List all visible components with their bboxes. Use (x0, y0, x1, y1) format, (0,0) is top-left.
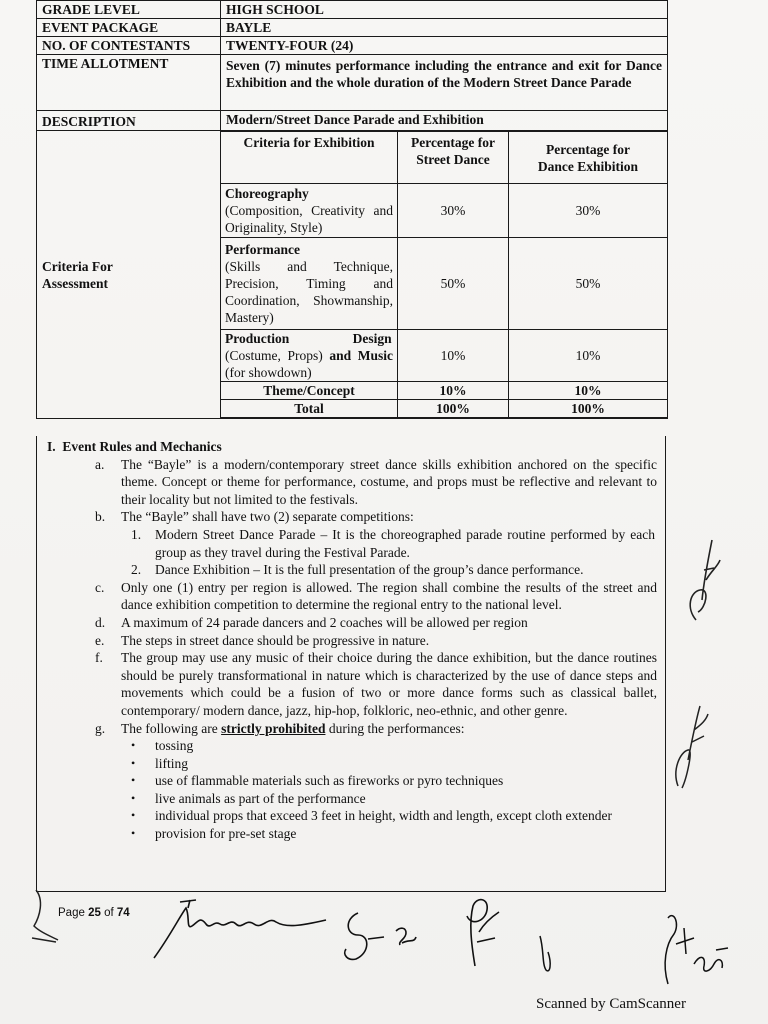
production-detail-text: (Costume, Props) (225, 348, 323, 363)
rule-item (37, 579, 665, 614)
rule-sub-item (37, 526, 665, 561)
criteria-table-cell (221, 131, 668, 419)
prohibited-item (37, 772, 665, 790)
criteria-row (221, 382, 668, 400)
bullet-icon: • (131, 755, 136, 770)
total-exhibition-pct: 100% (509, 400, 668, 418)
prohibited-item (37, 755, 665, 773)
event-package-value: BAYLE (221, 19, 668, 37)
bullet-icon: • (131, 738, 136, 753)
page-of: of (104, 907, 114, 919)
bullet-icon: • (131, 790, 136, 805)
grade-level-label: GRADE LEVEL (37, 1, 221, 19)
rule-sub-marker: 2. (131, 562, 142, 578)
page-prefix: Page (58, 907, 85, 919)
criteria-row (221, 184, 668, 238)
prohibited-text: lifting (155, 755, 188, 771)
grade-level-value: HIGH SCHOOL (221, 1, 668, 19)
rule-marker: g. (95, 720, 106, 736)
description-value: Modern/Street Dance Parade and Exhibition (221, 111, 668, 131)
rules-section (36, 436, 666, 892)
rules-heading-text: Event Rules and Mechanics (62, 439, 222, 454)
contestants-value: TWENTY-FOUR (24) (221, 37, 668, 55)
criteria-production-detail (225, 347, 393, 381)
rule-text-after: during the performances: (328, 720, 465, 736)
rule-text: The group may use any music of their choice during the dance exhibition, but the dance routines should be purely transformational in nature which is characterized by the use of dance steps and movements which could be a fusion of two or more dance forms such as classical ballet, contemporary/ modern dance, jazz, hip-hop, folkloric, neo-ethnic, and other genre. (121, 650, 657, 718)
production-detail-after: (for showdown) (225, 365, 312, 380)
rule-sub-item (37, 561, 665, 579)
criteria-theme-name: Theme/Concept (263, 383, 355, 398)
rule-item (37, 720, 665, 738)
rule-marker: f. (95, 650, 103, 666)
rule-sub-text: Modern Street Dance Parade – It is the choreographed parade routine performed by each group as they travel during the Festival Parade. (155, 526, 655, 560)
criteria-row (221, 330, 668, 382)
prohibited-text: tossing (155, 738, 194, 754)
prohibited-item (37, 790, 665, 808)
time-allotment-label: TIME ALLOTMENT (37, 55, 221, 111)
page-current: 25 (88, 907, 101, 919)
performance-street-pct: 50% (398, 238, 509, 330)
criteria-row (221, 238, 668, 330)
signature-mark (536, 930, 556, 980)
signature-mark (684, 520, 724, 630)
total-label: Total (221, 400, 398, 418)
rule-item (37, 614, 665, 632)
prohibited-item (37, 825, 665, 843)
prohibited-item (37, 807, 665, 825)
criteria-theme-concept (221, 382, 398, 400)
criteria-assessment-text: Criteria For Assessment (42, 258, 113, 291)
bullet-icon: • (131, 808, 136, 823)
production-exhibition-pct: 10% (509, 330, 668, 382)
rule-marker: c. (95, 579, 105, 595)
signature-mark (340, 905, 450, 965)
rule-text: The steps in street dance should be progressive in nature. (121, 632, 430, 648)
criteria-production-design (221, 330, 398, 382)
criteria-performance-detail: (Skills and Technique, Precision, Timing and Coordination, Showmanship, Mastery) (225, 259, 393, 325)
rule-marker: e. (95, 632, 105, 648)
rule-text: The following are (121, 720, 218, 736)
theme-street-pct: 10% (398, 382, 509, 400)
bullet-icon: • (131, 826, 136, 841)
signature-mark (668, 690, 714, 800)
choreography-exhibition-pct: 30% (509, 184, 668, 238)
rules-heading-number: I. (47, 439, 56, 454)
event-package-label: EVENT PACKAGE (37, 19, 221, 37)
criteria-choreography-name: Choreography (225, 186, 309, 201)
production-detail-music: Music (357, 348, 394, 363)
criteria-header-dance: Percentage for Dance Exhibition (509, 132, 668, 184)
rule-item (37, 508, 665, 526)
strictly-prohibited-text: strictly prohibited (221, 720, 326, 736)
rule-text: The “Bayle” is a modern/contemporary street dance skills exhibition anchored on the specific theme. Concept or theme for performance, costume, and props must be reflective and relevant to their locality but not limited to the festivals. (121, 456, 657, 507)
prohibited-text: use of flammable materials such as fireworks or pyro techniques (155, 773, 504, 789)
prohibited-text: individual props that exceed 3 feet in height, width and length, except cloth extender (155, 808, 612, 824)
rule-marker: d. (95, 614, 106, 630)
rule-text: Only one (1) entry per region is allowed. The region shall combine the results of the street and dance exhibition competition to determine the regional entry to the national level. (121, 579, 657, 613)
page-total: 74 (116, 907, 130, 919)
rule-text: A maximum of 24 parade dancers and 2 coaches will be allowed per region (121, 614, 528, 630)
scanner-watermark: Scanned by CamScanner (536, 996, 686, 1012)
performance-exhibition-pct: 50% (509, 238, 668, 330)
criteria-choreography (221, 184, 398, 238)
bullet-icon: • (131, 773, 136, 788)
rule-item (37, 456, 665, 509)
criteria-total-row (221, 400, 668, 418)
rule-sub-text: Dance Exhibition – It is the full presentation of the group’s dance performance. (155, 562, 584, 578)
rule-item (37, 649, 665, 719)
criteria-performance (221, 238, 398, 330)
event-info-table (36, 0, 668, 419)
prohibited-text: provision for pre-set stage (155, 826, 297, 842)
rule-sub-marker: 1. (131, 526, 142, 542)
rule-text: The “Bayle” shall have two (2) separate competitions: (121, 509, 414, 525)
rule-marker: b. (95, 509, 106, 525)
signature-mark (30, 886, 60, 946)
rules-heading (47, 438, 665, 456)
signature-mark (455, 892, 505, 972)
signature-mark (654, 894, 734, 990)
criteria-assessment-label (37, 131, 221, 419)
criteria-performance-name: Performance (225, 242, 300, 257)
criteria-choreography-detail: (Composition, Creativity and Originality, Style) (225, 203, 393, 235)
production-detail-and: and (329, 348, 352, 363)
prohibited-text: live animals as part of the performance (155, 790, 366, 806)
theme-exhibition-pct: 10% (509, 382, 668, 400)
criteria-table (220, 131, 668, 418)
rule-item (37, 632, 665, 650)
description-label: DESCRIPTION (37, 111, 221, 131)
choreography-street-pct: 30% (398, 184, 509, 238)
total-street-pct: 100% (398, 400, 509, 418)
page-number (58, 907, 130, 919)
contestants-label: NO. OF CONTESTANTS (37, 37, 221, 55)
prohibited-item (37, 737, 665, 755)
criteria-header-exhibition: Criteria for Exhibition (221, 132, 398, 184)
production-street-pct: 10% (398, 330, 509, 382)
criteria-header-street: Percentage for Street Dance (398, 132, 509, 184)
rule-marker: a. (95, 456, 105, 472)
signature-mark (150, 896, 330, 966)
time-allotment-value: Seven (7) minutes performance including the entrance and exit for Dance Exhibition and the whole duration of the Modern Street Dance Parade (221, 55, 668, 111)
criteria-production-name: Production Design (225, 331, 392, 346)
